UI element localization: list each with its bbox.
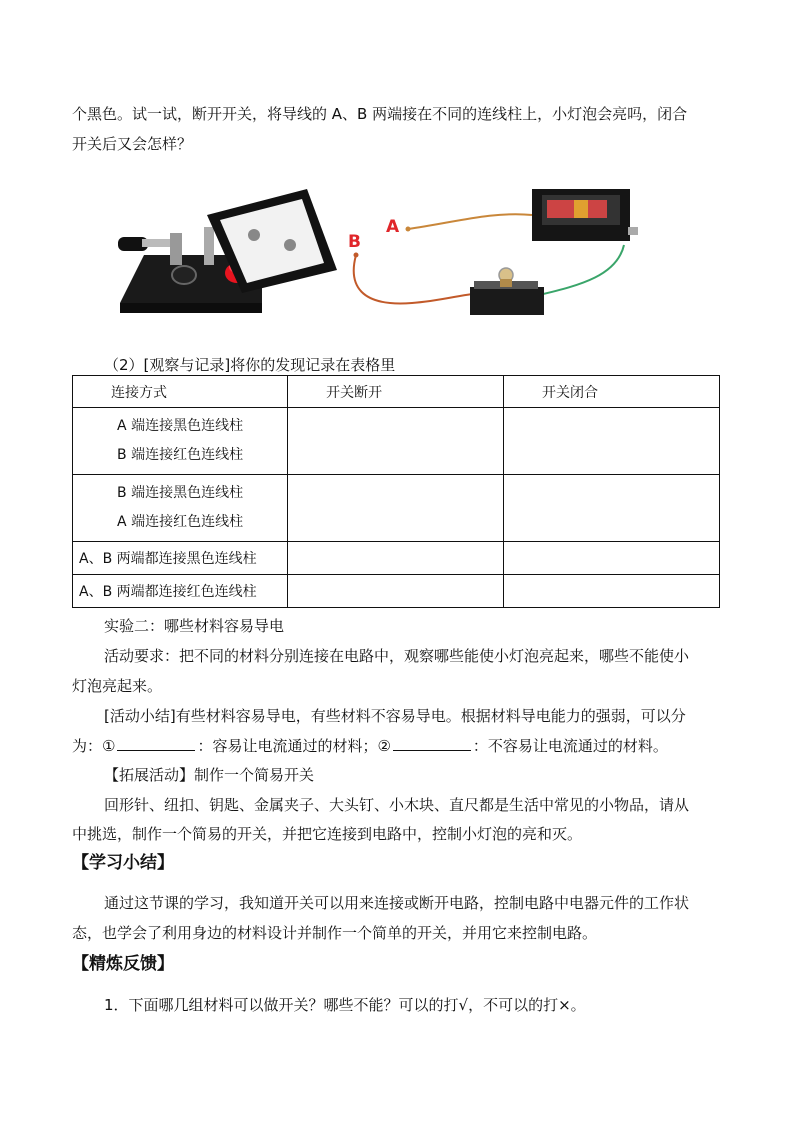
blank-1[interactable] [117, 735, 195, 751]
row-2-open-cell[interactable] [288, 475, 504, 542]
table-row [73, 475, 720, 542]
feedback-question-1: 1．下面哪几组材料可以做开关？哪些不能？可以的打√，不可以的打×。 [104, 996, 586, 1014]
feedback-heading: 【精炼反馈】 [72, 954, 174, 974]
circuit-figure [112, 175, 642, 325]
wire-green [539, 245, 624, 295]
intro-line-1: 个黑色。试一试，断开开关，将导线的 A、B 两端接在不同的连线柱上，小灯泡会亮吗，闭合 [72, 105, 688, 123]
row-4-label: A、B 两端都连接红色连线柱 [73, 575, 288, 608]
header-switch-closed: 开关闭合 [504, 376, 720, 408]
activity-requirement-line-1: 活动要求：把不同的材料分别连接在电路中，观察哪些能使小灯泡亮起来，哪些不能使小 [104, 647, 690, 665]
row-3-closed-cell[interactable] [504, 542, 720, 575]
battery-holder [532, 189, 638, 241]
row-1-open-cell[interactable] [288, 408, 504, 475]
row-1-closed-cell[interactable] [504, 408, 720, 475]
extension-line-2: 中挑选，制作一个简易的开关，并把它连接到电路中，控制小灯泡的亮和灭。 [72, 825, 583, 843]
study-summary-heading: 【学习小结】 [72, 853, 174, 873]
observe-caption: （2）[观察与记录]将你的发现记录在表格里 [104, 356, 396, 374]
activity-summary-line-1: [活动小结]有些材料容易导电，有些材料不容易导电。根据材料导电能力的强弱，可以分 [104, 707, 686, 725]
row-2-closed-cell[interactable] [504, 475, 720, 542]
table-header-row [73, 376, 720, 408]
row-3-open-cell[interactable] [288, 542, 504, 575]
wire-a [408, 214, 532, 229]
row-4-open-cell[interactable] [288, 575, 504, 608]
wire-b [354, 255, 484, 303]
experiment-2-title: 实验二：哪些材料容易导电 [104, 617, 285, 635]
bulb-holder [470, 268, 544, 315]
label-b: B [348, 232, 361, 252]
record-table [72, 375, 720, 608]
label-a: A [386, 217, 400, 237]
activity-requirement-line-2: 灯泡亮起来。 [72, 677, 163, 695]
row-4-closed-cell[interactable] [504, 575, 720, 608]
row-2-line-1: B 端连接黑色连线柱 [117, 485, 244, 501]
header-switch-open: 开关断开 [288, 376, 504, 408]
activity-summary-line-2: 为：① ：容易让电流通过的材料；② ：不容易让电流通过的材料。 [72, 737, 668, 755]
extension-line-1: 回形针、纽扣、钥匙、金属夹子、大头钉、小木块、直尺都是生活中常见的小物品，请从 [104, 796, 690, 814]
table-row [73, 575, 720, 608]
row-1-line-2: B 端连接红色连线柱 [117, 447, 244, 463]
extension-title: 【拓展活动】制作一个简易开关 [104, 766, 315, 784]
intro-line-2: 开关后又会怎样？ [72, 135, 193, 153]
study-summary-line-2: 态，也学会了利用身边的材料设计并制作一个简单的开关，并用它来控制电路。 [72, 924, 598, 942]
row-2-line-2: A 端连接红色连线柱 [117, 514, 244, 530]
blank-2[interactable] [393, 735, 471, 751]
table-row [73, 408, 720, 475]
row-1-line-1: A 端连接黑色连线柱 [117, 418, 244, 434]
header-connection: 连接方式 [73, 376, 288, 408]
study-summary-line-1: 通过这节课的学习，我知道开关可以用来连接或断开电路，控制电路中电器元件的工作状 [104, 894, 690, 912]
row-3-label: A、B 两端都连接黑色连线柱 [73, 542, 288, 575]
table-row [73, 542, 720, 575]
